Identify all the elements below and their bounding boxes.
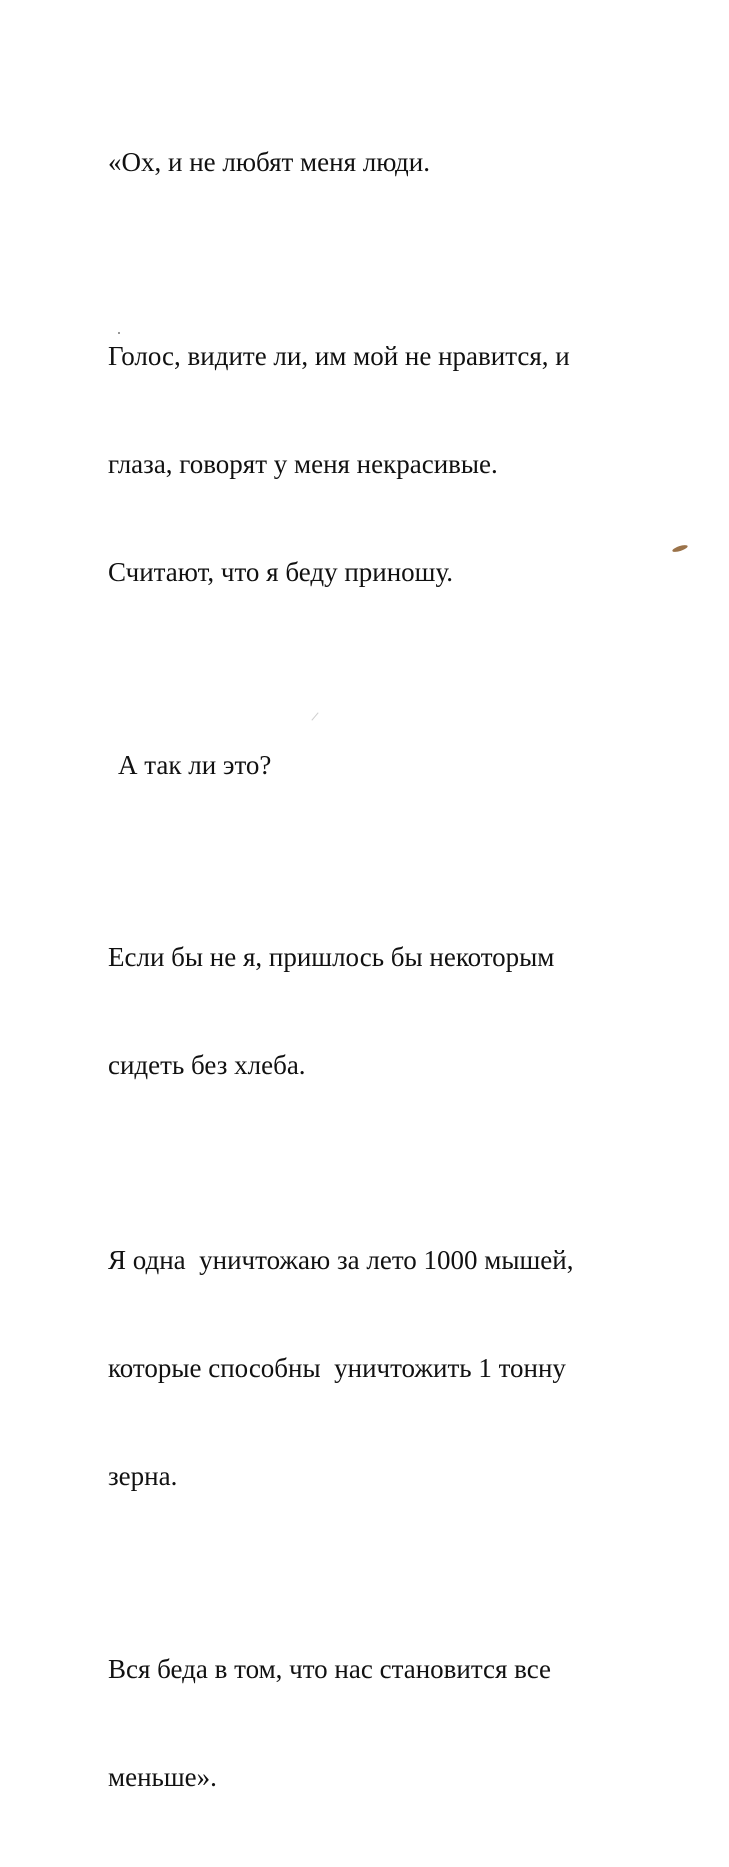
text-line: меньше». <box>108 1762 217 1792</box>
text-line: Вся беда в том, что нас становится все <box>108 1654 552 1684</box>
text-line: сидеть без хлеба. <box>108 1050 306 1080</box>
paragraph-5 <box>108 1170 688 1566</box>
document-text <box>108 72 688 1867</box>
text-line: «Ох, и не любят меня люди. <box>108 147 430 177</box>
scan-dot <box>118 332 120 334</box>
text-line: Голос, видите ли, им мой не нравится, и <box>108 341 570 371</box>
text-line: Я одна уничтожаю за лето 1000 мышей, <box>108 1245 574 1275</box>
text-line: зерна. <box>108 1461 178 1491</box>
text-line: которые способны уничтожить 1 тонну <box>108 1353 566 1383</box>
paragraph-4 <box>108 867 688 1155</box>
paragraph-2 <box>108 266 688 662</box>
text-line: Считают, что я беду приношу. <box>108 557 454 587</box>
paragraph-6 <box>108 1579 688 1867</box>
paragraph-3 <box>108 675 688 855</box>
text-line: Если бы не я, пришлось бы некоторым <box>108 942 555 972</box>
text-line: А так ли это? <box>118 750 272 780</box>
text-line: глаза, говорят у меня некрасивые. <box>108 449 498 479</box>
paragraph-1 <box>108 72 688 252</box>
